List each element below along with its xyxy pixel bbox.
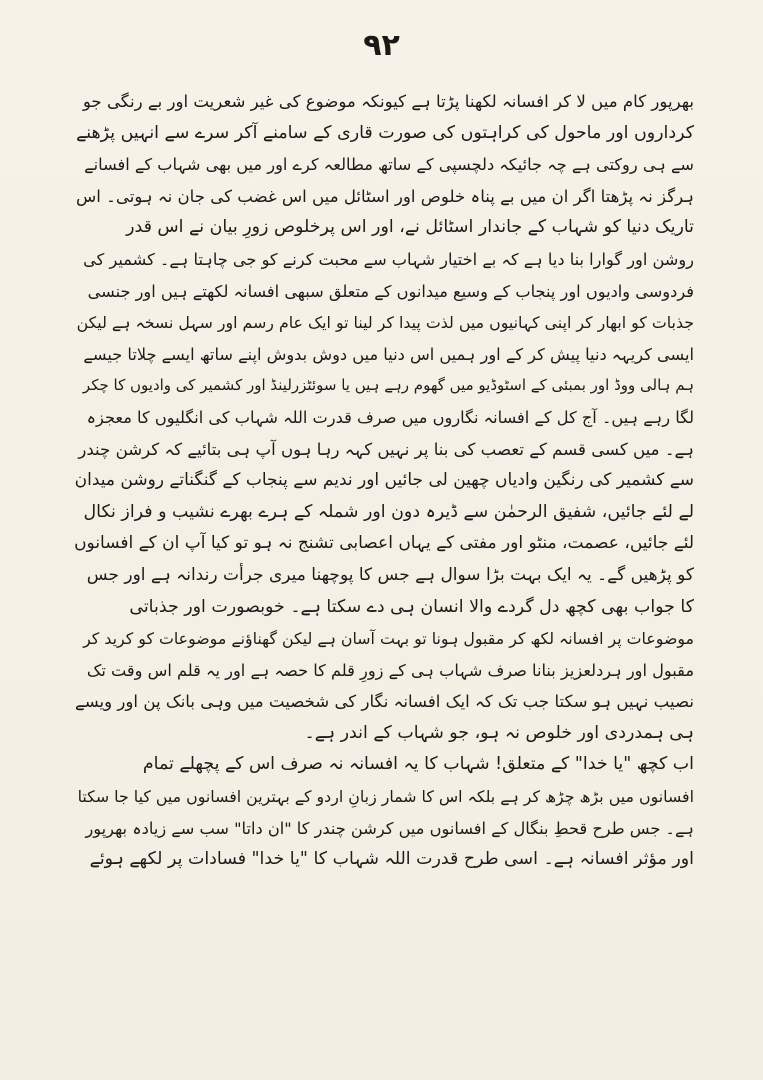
text-line: لگا رہے ہیں۔ آج کل کے افسانہ نگاروں میں صرف قدرت اللہ شہاب کی انگلیوں کا معجزہ [86,407,694,427]
page-number: ۹۲ [363,28,400,63]
text-line: ہی ہمدردی اور خلوص نہ ہو، جو شہاب کے اندر ہے۔ [304,722,694,743]
text-line: کرداروں اور ماحول کی کراہتوں کی صورت قاری کے سامنے آکر سرے سے انہیں پڑھنے [76,122,694,143]
text-line: سے کشمیر کی رنگین وادیاں چھین لی جائیں اور ندیم سے پنجاب کے گنگناتے روشن میدان [74,470,694,491]
text-line: اور مؤثر افسانہ ہے۔ اسی طرح قدرت اللہ شہاب کا "یا خدا" فسادات پر لکھے ہوئے [89,849,694,870]
text-line: ایسی کریہہ دنیا پیش کر کے اور ہمیں اس دنیا میں دوش بدوش اپنے ساتھ ایسے چلاتا جیسے [83,344,694,364]
text-line: سے ہی روکتی ہے چہ جائیکہ دلچسپی کے ساتھ مطالعہ کرے اور میں بھی شہاب کے افسانے [84,155,694,175]
paragraph-1 [74,86,694,749]
text-line: کو پڑھیں گے۔ یہ ایک بہت بڑا سوال ہے جس کا پوچھنا میری جرأت رندانہ ہے اور جس [86,564,694,585]
text-line: جذبات کو ابھار کر اپنی کہانیوں میں لذت پیدا کر لینا تو ایک عام رسم اور سہل نسخہ ہے لیکن [76,313,694,333]
text-line: نصیب نہیں ہو سکتا جب تک کہ ایک افسانہ نگار کی شخصیت میں وہی بانک پن اور ویسے [74,692,694,712]
text-line: بھرپور کام میں لا کر افسانہ لکھنا پڑتا ہے کیونکہ موضوع کی غیر شعریت اور بے رنگی جو [82,92,694,111]
text-line: موضوعات پر افسانہ لکھ کر مقبول ہونا تو بہت آسان ہے لیکن گھناؤنے موضوعات کو کرید کر [83,629,694,649]
text-line: ہرگز نہ پڑھتا اگر ان میں بے پناہ خلوص اور اسٹائل میں اس غضب کی جان نہ ہوتی۔ اس [76,186,694,206]
text-line: ہم ہالی ووڈ اور بمبئی کے اسٹوڈیو میں گھوم رہے ہیں یا سوئٹزرلینڈ اور کشمیر کی وادیوں کا چکر [82,376,694,395]
paragraph-2 [74,749,694,875]
text-line: لے لئے جائیں، شفیق الرحمٰن سے ڈیرہ دون اور شملہ کے ہرے بھرے نشیب و فراز نکال [83,501,694,522]
text-line: ہے۔ جس طرح قحطِ بنگال کے افسانوں میں کرشن چندر کا "ان داتا" سب سے زیادہ بھرپور [85,818,694,838]
text-line: فردوسی وادیوں اور پنجاب کے وسیع میدانوں کے متعلق سبھی افسانہ لکھتے ہیں اور جنسی [87,281,694,301]
text-line: لئے جائیں، عصمت، منٹو اور مفتی کے یہاں اعصابی تشنج نہ ہو تو کیا آپ ان کے افسانوں [74,533,694,554]
text-line: ہے۔ میں کسی قسم کے تعصب کی بنا پر نہیں کہہ رہا ہوں آپ ہی بتائیے کہ کرشن چندر [78,439,694,459]
text-line: روشن اور گوارا بنا دیا ہے کہ بے اختیار شہاب سے محبت کرنے کو جی چاہتا ہے۔ کشمیر کی [83,249,694,269]
text-line: افسانوں میں بڑھ چڑھ کر ہے بلکہ اس کا شمار زبانِ اردو کے بہترین افسانوں میں کیا جا سکتا [77,787,694,807]
text-line: تاریک دنیا کو شہاب کے جاندار اسٹائل نے، اور اس پرخلوص زورِ بیان نے اس قدر [126,217,694,238]
text-line: اب کچھ "یا خدا" کے متعلق! شہاب کا یہ افسانہ نہ صرف اس کے پچھلے تمام [142,754,694,775]
text-line: کا جواب بھی کچھ دل گردے والا انسان ہی دے سکتا ہے۔ خوبصورت اور جذباتی [129,596,694,617]
text-line: مقبول اور ہردلعزیز بنانا صرف شہاب ہی کے زورِ قلم کا حصہ ہے اور یہ قلم اس وقت تک [86,660,694,680]
body-text [74,86,694,876]
